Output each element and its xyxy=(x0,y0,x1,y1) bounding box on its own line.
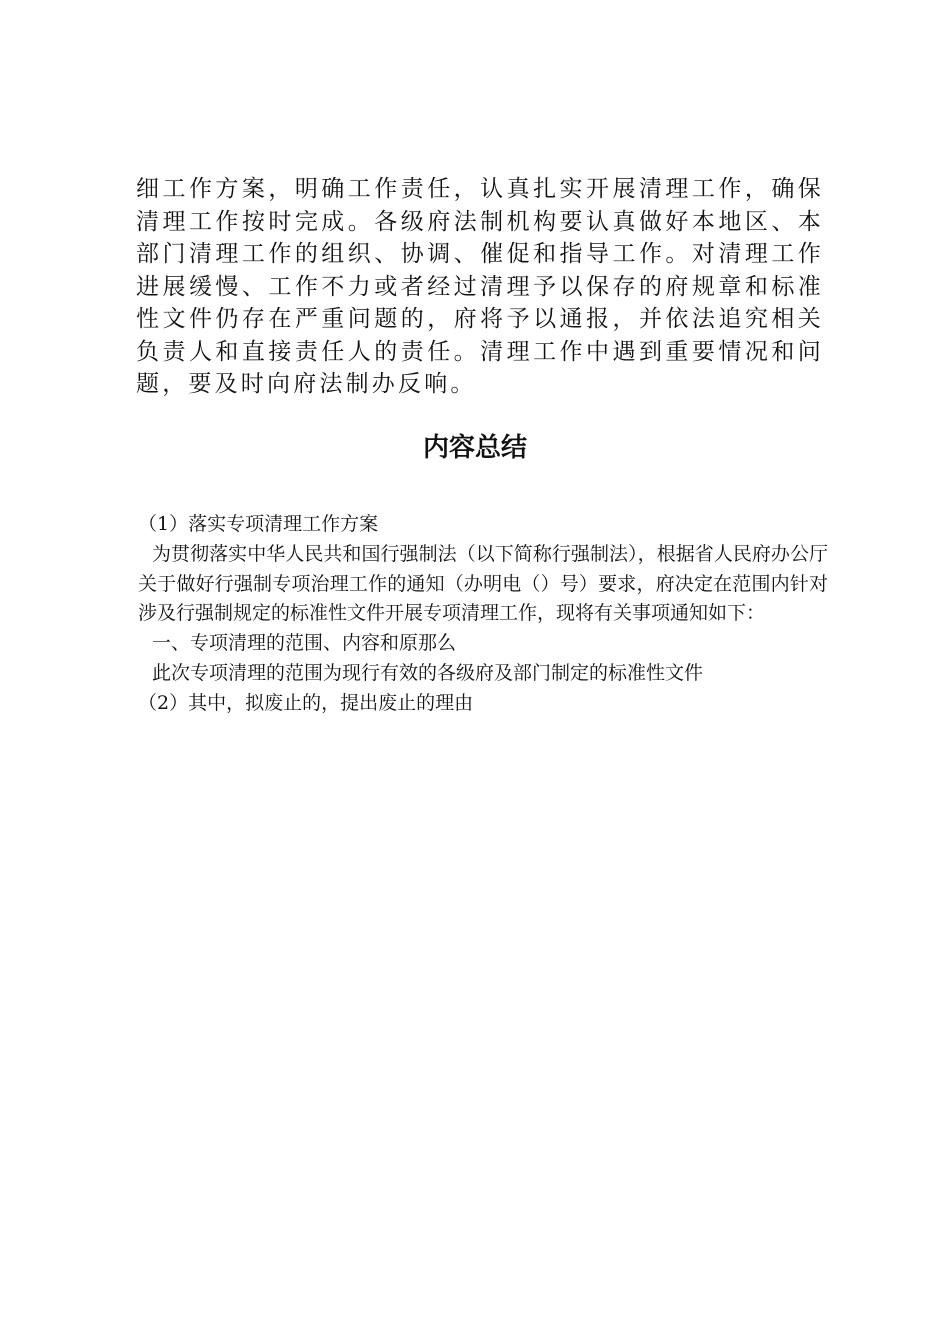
summary-item-2: （2）其中，拟废止的，提出废止的理由 xyxy=(138,691,474,714)
summary-section-1-heading: 一、专项清理的范围、内容和原那么 xyxy=(152,632,457,655)
summary-heading: 内容总结 xyxy=(422,433,527,463)
summary-section xyxy=(138,510,828,719)
summary-item-1-heading: （1）落实专项清理工作方案 xyxy=(138,513,379,535)
summary-section-1-body: 此次专项清理的范围为现行有效的各级府及部门制定的标准性文件 xyxy=(152,661,704,684)
summary-item-1-body: 为贯彻落实中华人民共和国行强制法（以下简称行强制法），根据省人民府办公厅关于做好行强制专项治理工作的通知（办明电（）号）要求，府决定在范围内针对涉及行强制规定的标准性文件开展专项清理工作，现将有关事项通知如下： xyxy=(138,542,828,625)
continuation-paragraph: 细工作方案，明确工作责任，认真扎实开展清理工作，确保清理工作按时完成。各级府法制机构要认真做好本地区、本部门清理工作的组织、协调、催促和指导工作。对清理工作进展缓慢、工作不力或者经过清理予以保存的府规章和标准性文件仍存在严重问题的，府将予以通报，并依法追究相关负责人和直接责任人的责任。清理工作中遇到重要情况和问题，要及时向府法制办反响。 xyxy=(136,176,824,397)
